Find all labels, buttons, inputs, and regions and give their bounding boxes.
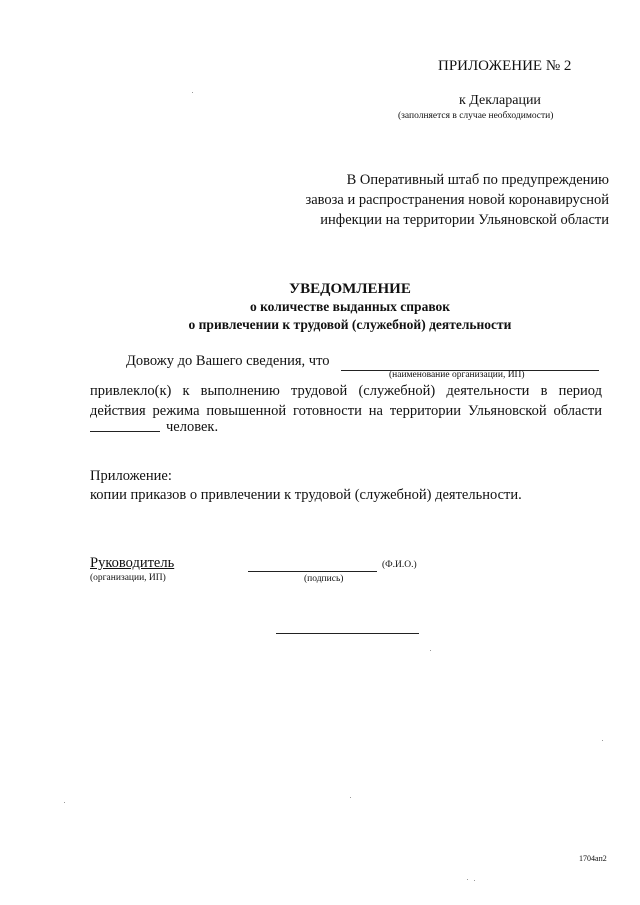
footer-code: 1704ап2	[579, 854, 607, 863]
scan-speck	[474, 880, 475, 881]
addressee-line-2: завоза и распространения новой коронавирусной	[305, 192, 609, 208]
scan-speck	[350, 797, 351, 798]
addressee-line-3: инфекции на территории Ульяновской области	[320, 212, 609, 228]
appendix-number: ПРИЛОЖЕНИЕ № 2	[438, 58, 572, 74]
scan-speck	[430, 650, 431, 651]
intro-text: Довожу до Вашего сведения, что	[126, 353, 330, 369]
date-field[interactable]	[276, 633, 419, 634]
addressee-line-1: В Оперативный штаб по предупреждению	[346, 172, 609, 188]
attachment-label: Приложение:	[90, 468, 172, 484]
title-sub-2: о привлечении к трудовой (служебной) деятельности	[188, 317, 512, 332]
attachment-text: копии приказов о привлечении к трудовой (служебной) деятельности.	[90, 487, 522, 503]
body-line-2: привлекло(к) к выполнению трудовой (служебной) деятельности в период	[90, 383, 602, 399]
signature-field[interactable]	[248, 571, 377, 572]
scan-speck	[192, 92, 193, 93]
title-sub-1: о количестве выданных справок	[249, 299, 451, 314]
body-line-3: действия режима повышенной готовности на территории Ульяновской области	[90, 403, 602, 419]
persons-count-field[interactable]	[90, 431, 160, 432]
title-main: УВЕДОМЛЕНИЕ	[289, 281, 411, 297]
head-caption: (организации, ИП)	[90, 573, 166, 583]
org-name-caption: (наименование организации, ИП)	[389, 370, 525, 380]
scan-speck	[64, 802, 65, 803]
document-title	[60, 280, 640, 334]
persons-label: человек.	[166, 419, 219, 435]
fill-note: (заполняется в случае необходимости)	[398, 111, 554, 121]
fio-label: (Ф.И.О.)	[382, 560, 417, 570]
signature-caption: (подпись)	[304, 574, 344, 584]
to-declaration: к Декларации	[459, 93, 541, 108]
scan-speck	[467, 879, 468, 880]
head-title: Руководитель	[90, 555, 175, 571]
addressee-block	[306, 170, 610, 230]
scan-speck	[602, 740, 603, 741]
